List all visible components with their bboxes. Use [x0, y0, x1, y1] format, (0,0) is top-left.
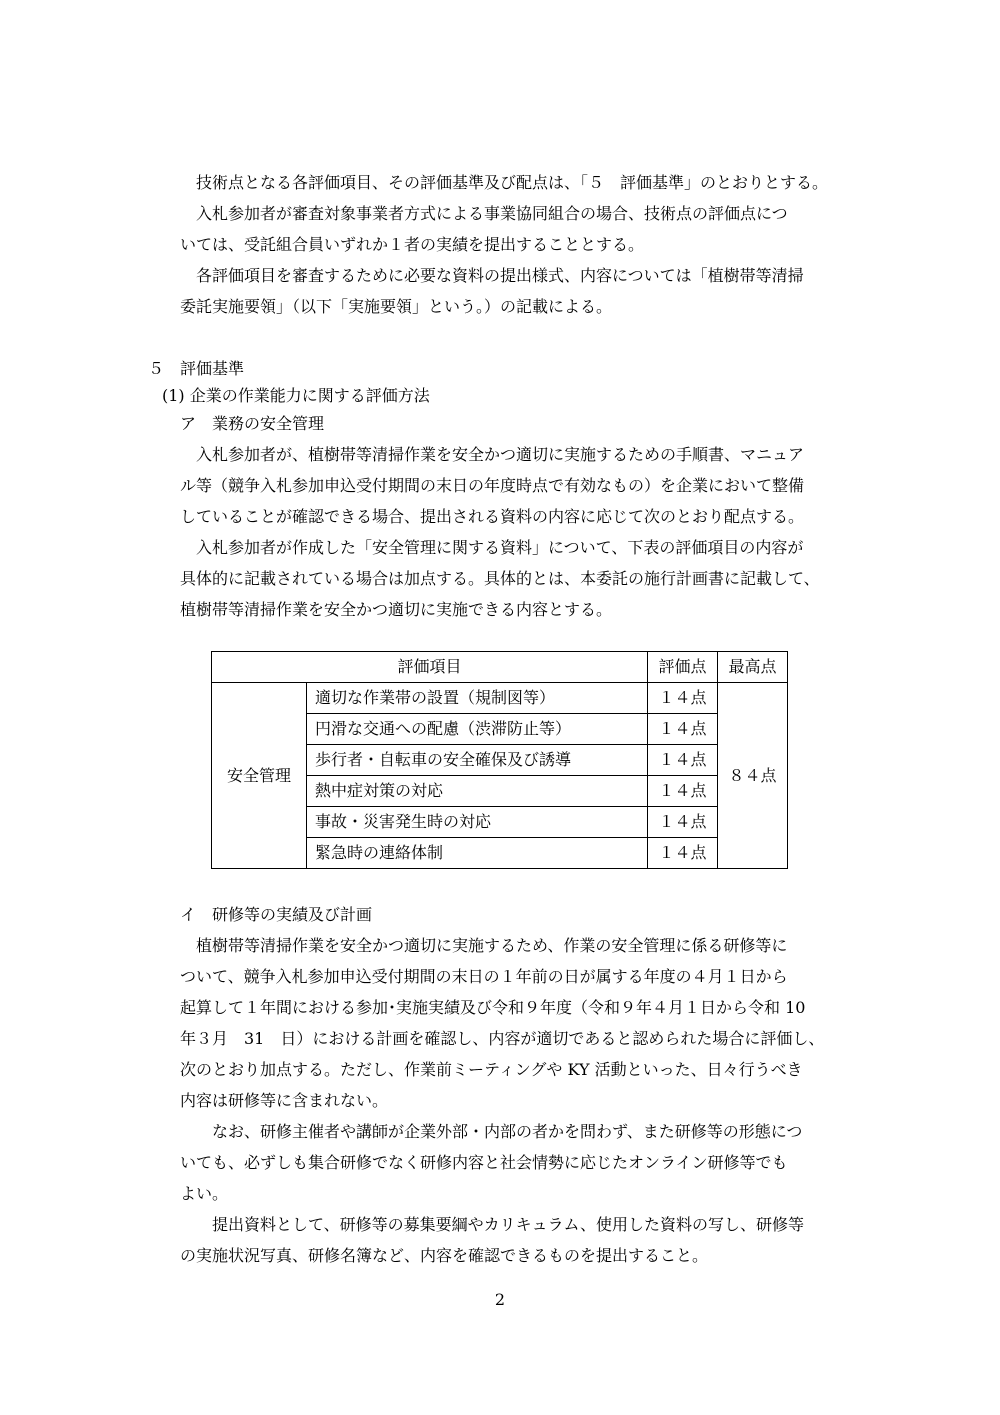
- subsection-heading: (1) 企業の作業能力に関する評価方法: [162, 386, 430, 405]
- para-b1-line-5: 次のとおり加点する。ただし、作業前ミーティングや KY 活動といった、日々行うべき: [180, 1060, 803, 1079]
- row-item-name: 歩行者・自転車の安全確保及び誘導: [307, 745, 648, 776]
- para-b2-line-3: よい。: [180, 1184, 229, 1203]
- row-item-name: 事故・災害発生時の対応: [307, 807, 648, 838]
- row-score: １４点: [648, 838, 718, 869]
- item-a-heading: ア 業務の安全管理: [180, 414, 325, 433]
- header-max: 最高点: [718, 652, 788, 683]
- row-score: １４点: [648, 745, 718, 776]
- row-item-name: 熱中症対策の対応: [307, 776, 648, 807]
- row-item-name: 適切な作業帯の設置（規制図等）: [307, 683, 648, 714]
- para-b3-line-1: 提出資料として、研修等の募集要綱やカリキュラム、使用した資料の写し、研修等: [212, 1215, 805, 1234]
- para-a-line-6: 植樹帯等清掃作業を安全かつ適切に実施できる内容とする。: [180, 600, 613, 619]
- intro-line-2: 入札参加者が審査対象事業者方式による事業協同組合の場合、技術点の評価点につ: [196, 204, 788, 223]
- row-item-name: 緊急時の連絡体制: [307, 838, 648, 869]
- table-header-row: [212, 652, 788, 683]
- category-cell: 安全管理: [212, 683, 307, 869]
- item-b-heading: イ 研修等の実績及び計画: [180, 905, 373, 924]
- evaluation-table: [211, 651, 788, 869]
- intro-line-4: 各評価項目を審査するために必要な資料の提出様式、内容については「植樹帯等清掃: [196, 266, 804, 285]
- para-a-line-2: ル等（競争入札参加申込受付期間の末日の年度時点で有効なもの）を企業において整備: [180, 476, 805, 495]
- header-item: 評価項目: [212, 652, 648, 683]
- row-score: １４点: [648, 714, 718, 745]
- intro-line-3: いては、受託組合員いずれか１者の実績を提出することとする。: [180, 235, 645, 254]
- para-a-line-3: していることが確認できる場合、提出される資料の内容に応じて次のとおり配点する。: [180, 507, 805, 526]
- intro-line-1: 技術点となる各評価項目、その評価基準及び配点は、「５ 評価基準」のとおりとする。: [196, 173, 829, 192]
- table-row: [212, 683, 788, 714]
- para-b3-line-2: の実施状況写真、研修名簿など、内容を確認できるものを提出すること。: [180, 1246, 709, 1265]
- para-b2-line-1: なお、研修主催者や講師が企業外部・内部の者かを問わず、また研修等の形態につ: [212, 1122, 803, 1141]
- para-b1-line-2: ついて、競争入札参加申込受付期間の末日の１年前の日が属する年度の４月１日から: [180, 967, 788, 986]
- para-b1-line-1: 植樹帯等清掃作業を安全かつ適切に実施するため、作業の安全管理に係る研修等に: [196, 936, 788, 955]
- section-heading: ５ 評価基準: [148, 359, 245, 378]
- row-item-name: 円滑な交通への配慮（渋滞防止等）: [307, 714, 648, 745]
- intro-line-5: 委託実施要領」（以下「実施要領」という。）の記載による。: [180, 297, 613, 316]
- para-b1-line-6: 内容は研修等に含まれない。: [180, 1091, 389, 1110]
- para-b1-line-3: 起算して１年間における参加･実施実績及び令和９年度（令和９年４月１日から令和 10: [180, 998, 806, 1017]
- row-score: １４点: [648, 683, 718, 714]
- para-b1-line-4: 年３月 31 日）における計画を確認し、内容が適切であると認められた場合に評価し、: [180, 1029, 825, 1048]
- row-score: １４点: [648, 807, 718, 838]
- page-number: 2: [494, 1290, 506, 1309]
- row-score: １４点: [648, 776, 718, 807]
- para-a-line-4: 入札参加者が作成した「安全管理に関する資料」について、下表の評価項目の内容が: [196, 538, 804, 557]
- para-b2-line-2: いても、必ずしも集合研修でなく研修内容と社会情勢に応じたオンライン研修等でも: [180, 1153, 788, 1172]
- para-a-line-5: 具体的に記載されている場合は加点する。具体的とは、本委託の施行計画書に記載して、: [180, 569, 820, 588]
- header-score: 評価点: [648, 652, 718, 683]
- para-a-line-1: 入札参加者が、植樹帯等清掃作業を安全かつ適切に実施するための手順書、マニュア: [196, 445, 805, 464]
- max-score-cell: ８４点: [718, 683, 788, 869]
- evaluation-table-wrap: [211, 651, 788, 869]
